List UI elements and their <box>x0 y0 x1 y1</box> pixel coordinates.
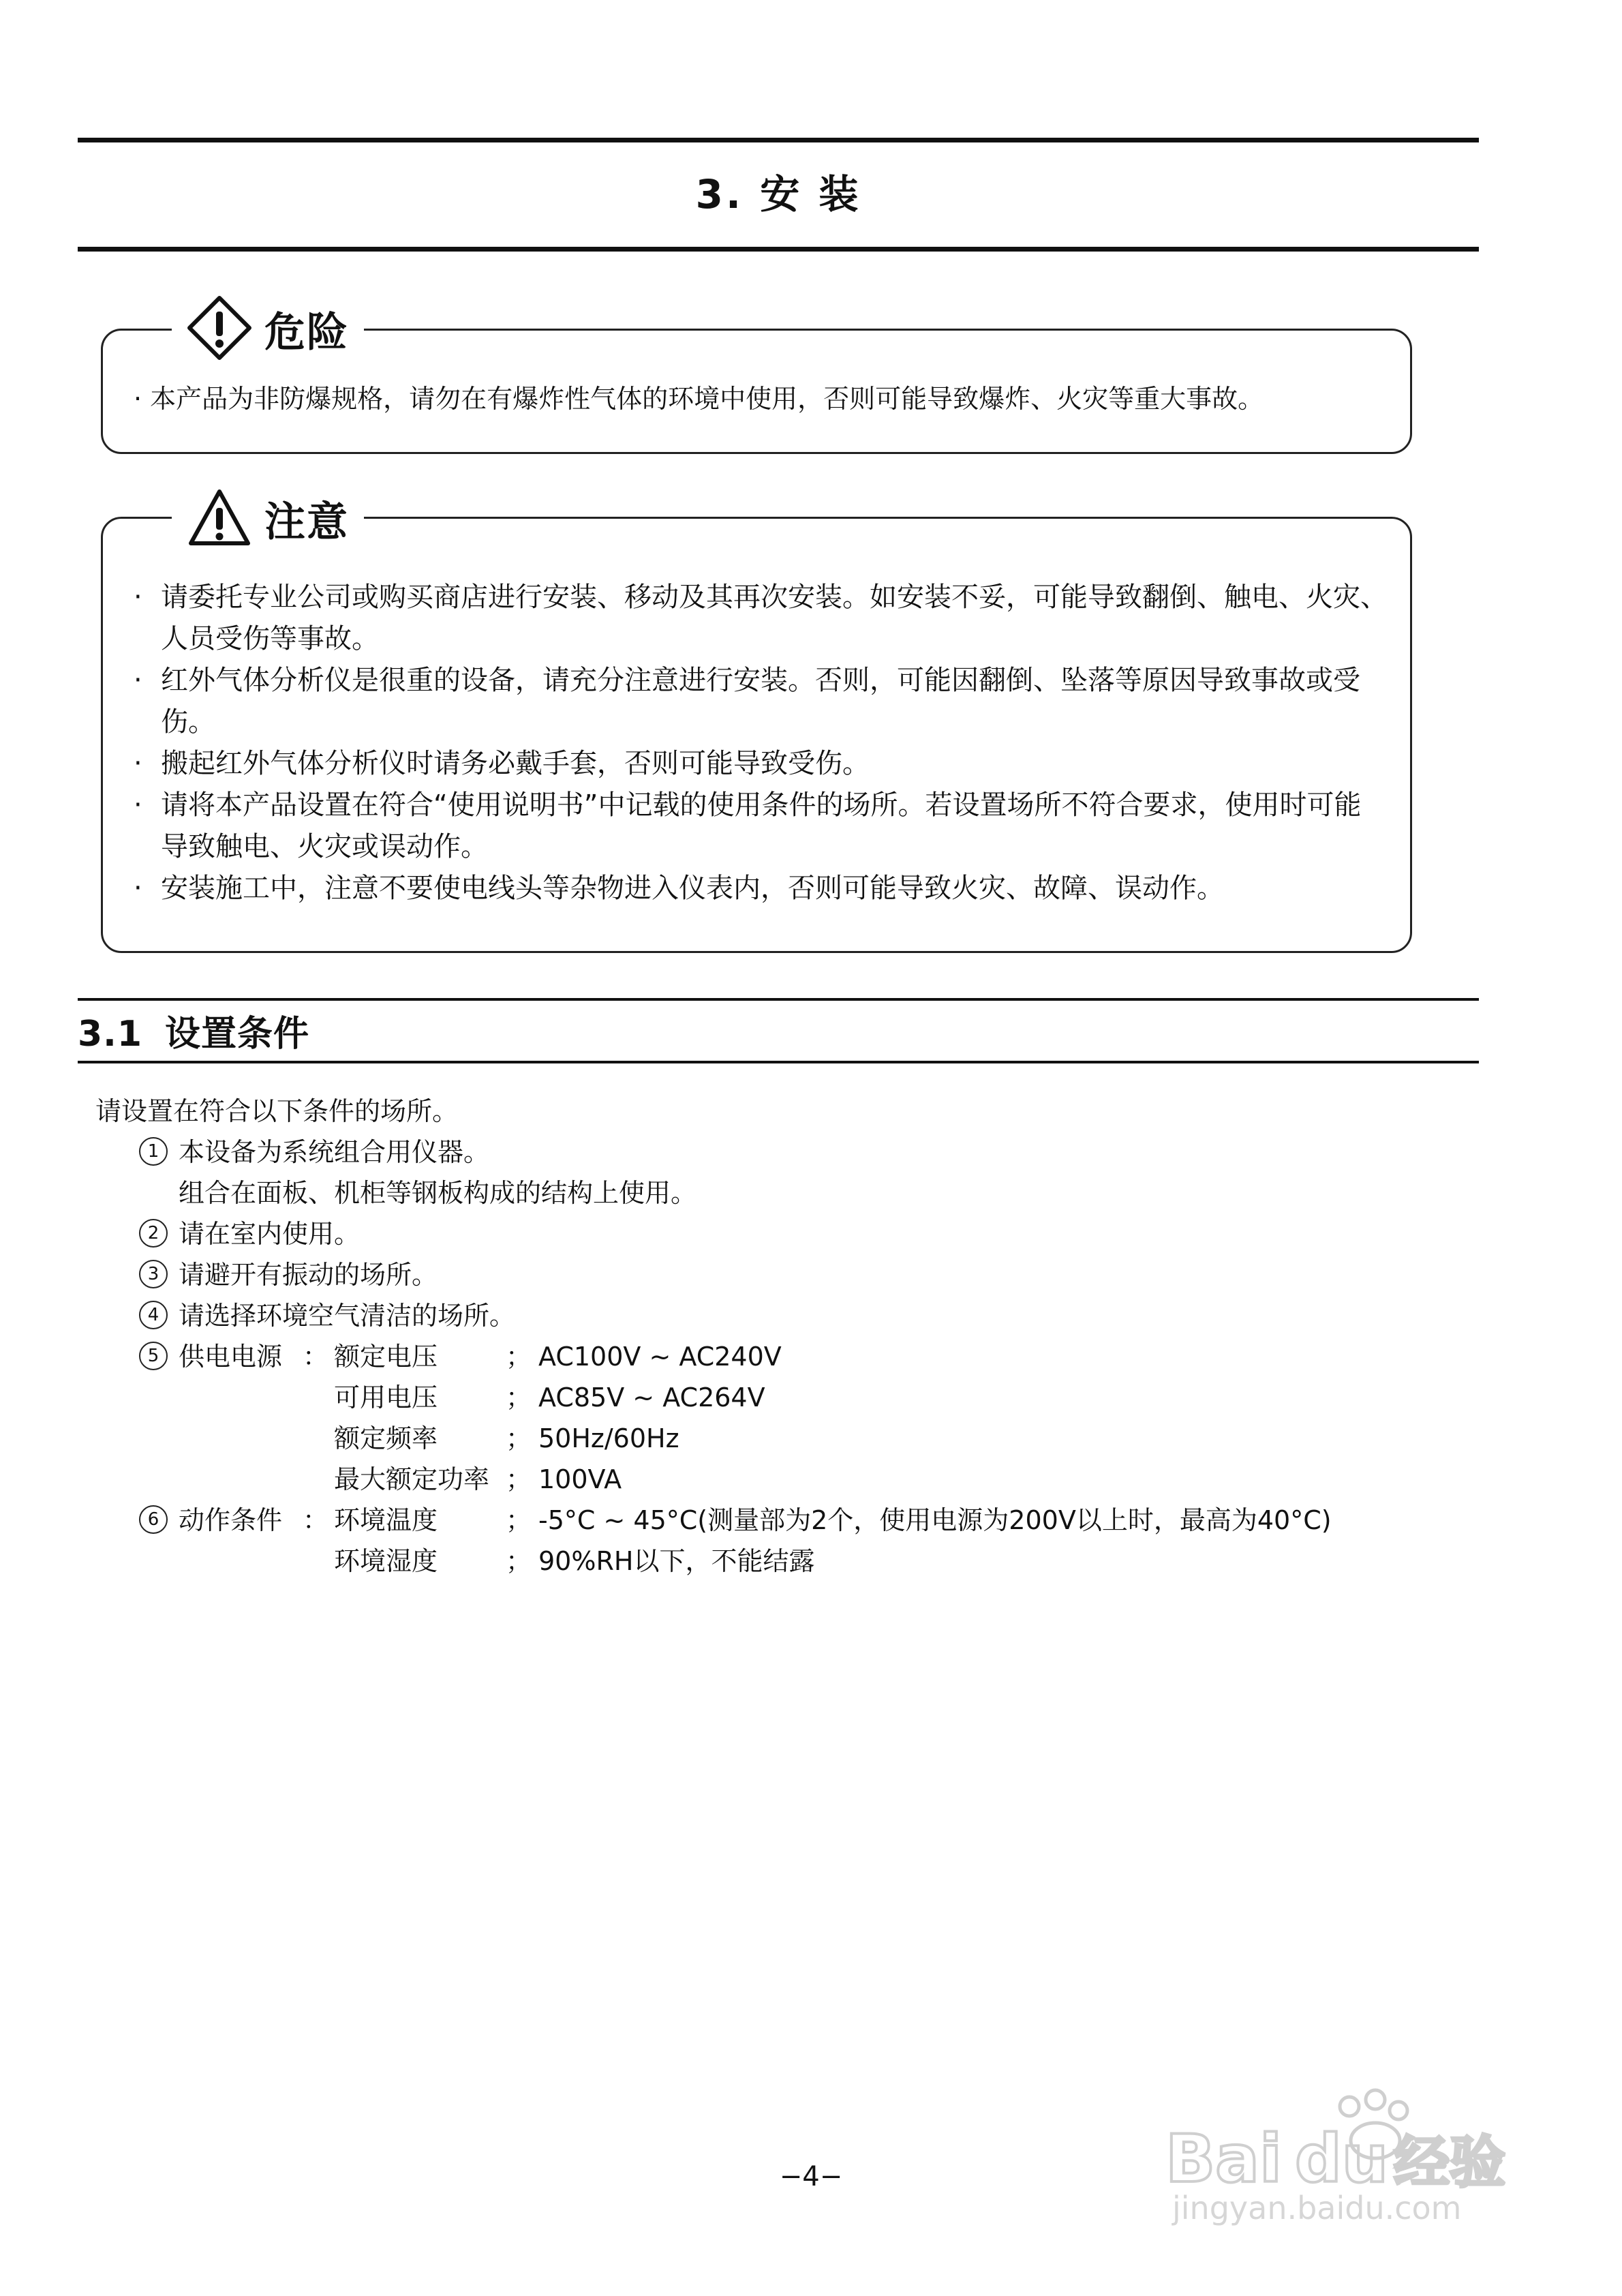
spec-name: 环境温度 <box>334 1505 438 1535</box>
condition-text: 请避开有振动的场所。 <box>179 1260 438 1290</box>
condition-number: 4 <box>139 1295 168 1336</box>
warning-triangle-icon <box>187 487 252 550</box>
spec-value: 50Hz/60Hz <box>538 1423 679 1453</box>
power-label: 供电电源 <box>179 1342 283 1372</box>
spec-separator: ； <box>506 1423 532 1453</box>
condition-text: 请选择环境空气清洁的场所。 <box>179 1301 516 1331</box>
chapter-title: 3. 安 装 <box>695 171 861 217</box>
chapter-top-rule <box>78 138 1479 142</box>
svg-text:du: du <box>1295 2121 1389 2197</box>
caution-item: · 请委托专业公司或购买商店进行安装、移动及其再次安装。如安装不妥，可能导致翻倒、触电、火灾、人员受伤等事故。 <box>134 581 1388 654</box>
caution-list <box>134 577 1388 909</box>
condition-text: 请在室内使用。 <box>179 1219 361 1249</box>
caution-header <box>172 481 364 556</box>
condition-number: 6 <box>139 1500 168 1541</box>
operation-colon: ： <box>303 1505 329 1535</box>
power-colon: ： <box>303 1342 329 1372</box>
spec-name: 最大额定功率 <box>334 1464 490 1494</box>
caution-item: · 请将本产品设置在符合“使用说明书”中记载的使用条件的场所。若设置场所不符合要求，使用时可能导致触电、火灾或误动作。 <box>134 789 1362 862</box>
chapter-bottom-rule <box>78 247 1479 252</box>
spec-value: -5°C ~ 45°C(测量部为2个，使用电源为200V以上时，最高为40°C) <box>538 1505 1332 1535</box>
spec-separator: ； <box>506 1383 532 1413</box>
caution-item: · 安装施工中，注意不要使电线头等杂物进入仪表内，否则可能导致火灾、故障、误动作。 <box>134 873 1224 904</box>
caution-item: · 搬起红外气体分析仪时请务必戴手套，否则可能导致受伤。 <box>134 748 870 779</box>
section-number: 3.1 <box>78 1014 143 1055</box>
danger-diamond-icon <box>187 295 252 363</box>
operation-label: 动作条件 <box>179 1505 283 1535</box>
baidu-watermark-logo <box>1159 2079 1540 2232</box>
condition-number: 3 <box>139 1254 168 1295</box>
svg-text:经验: 经验 <box>1394 2130 1506 2195</box>
page-number: −4− <box>779 2161 843 2192</box>
condition-number: 1 <box>139 1132 168 1173</box>
caution-title: 注意 <box>264 498 349 546</box>
spec-value: 100VA <box>538 1464 622 1494</box>
condition-subtext: 组合在面板、机柜等钢板构成的结构上使用。 <box>179 1178 697 1208</box>
spec-separator: ； <box>506 1342 532 1372</box>
spec-name: 可用电压 <box>334 1383 438 1413</box>
section-intro: 请设置在符合以下条件的场所。 <box>95 1096 459 1126</box>
section-bottom-rule <box>78 1061 1479 1063</box>
bullet-dot: · <box>134 384 151 414</box>
section-title <box>78 1005 309 1056</box>
spec-name: 额定频率 <box>334 1423 438 1453</box>
svg-text:jingyan.baidu.com: jingyan.baidu.com <box>1172 2190 1462 2226</box>
danger-item: · 本产品为非防爆规格，请勿在有爆炸性气体的环境中使用，否则可能导致爆炸、火灾等重大事故。 <box>134 384 1264 414</box>
condition-number: 2 <box>139 1213 168 1254</box>
spec-name: 额定电压 <box>334 1342 438 1372</box>
condition-text: 本设备为系统组合用仪器。 <box>179 1137 490 1167</box>
danger-title: 危险 <box>264 309 349 357</box>
condition-number: 5 <box>139 1336 168 1377</box>
svg-text:Bai: Bai <box>1165 2121 1282 2197</box>
spec-value: AC85V ~ AC264V <box>538 1383 765 1413</box>
spec-separator: ； <box>506 1464 532 1494</box>
spec-separator: ； <box>506 1505 532 1535</box>
danger-header <box>172 292 364 367</box>
section-title-text: 设置条件 <box>165 1014 310 1055</box>
spec-value: 90%RH以下，不能结露 <box>538 1546 815 1576</box>
spec-name: 环境湿度 <box>334 1546 438 1576</box>
spec-separator: ； <box>506 1546 532 1576</box>
section-top-rule <box>78 998 1479 1001</box>
caution-item: · 红外气体分析仪是很重的设备，请充分注意进行安装。否则，可能因翻倒、坠落等原因导致事故或受伤。 <box>134 665 1360 738</box>
spec-value: AC100V ~ AC240V <box>538 1342 782 1372</box>
